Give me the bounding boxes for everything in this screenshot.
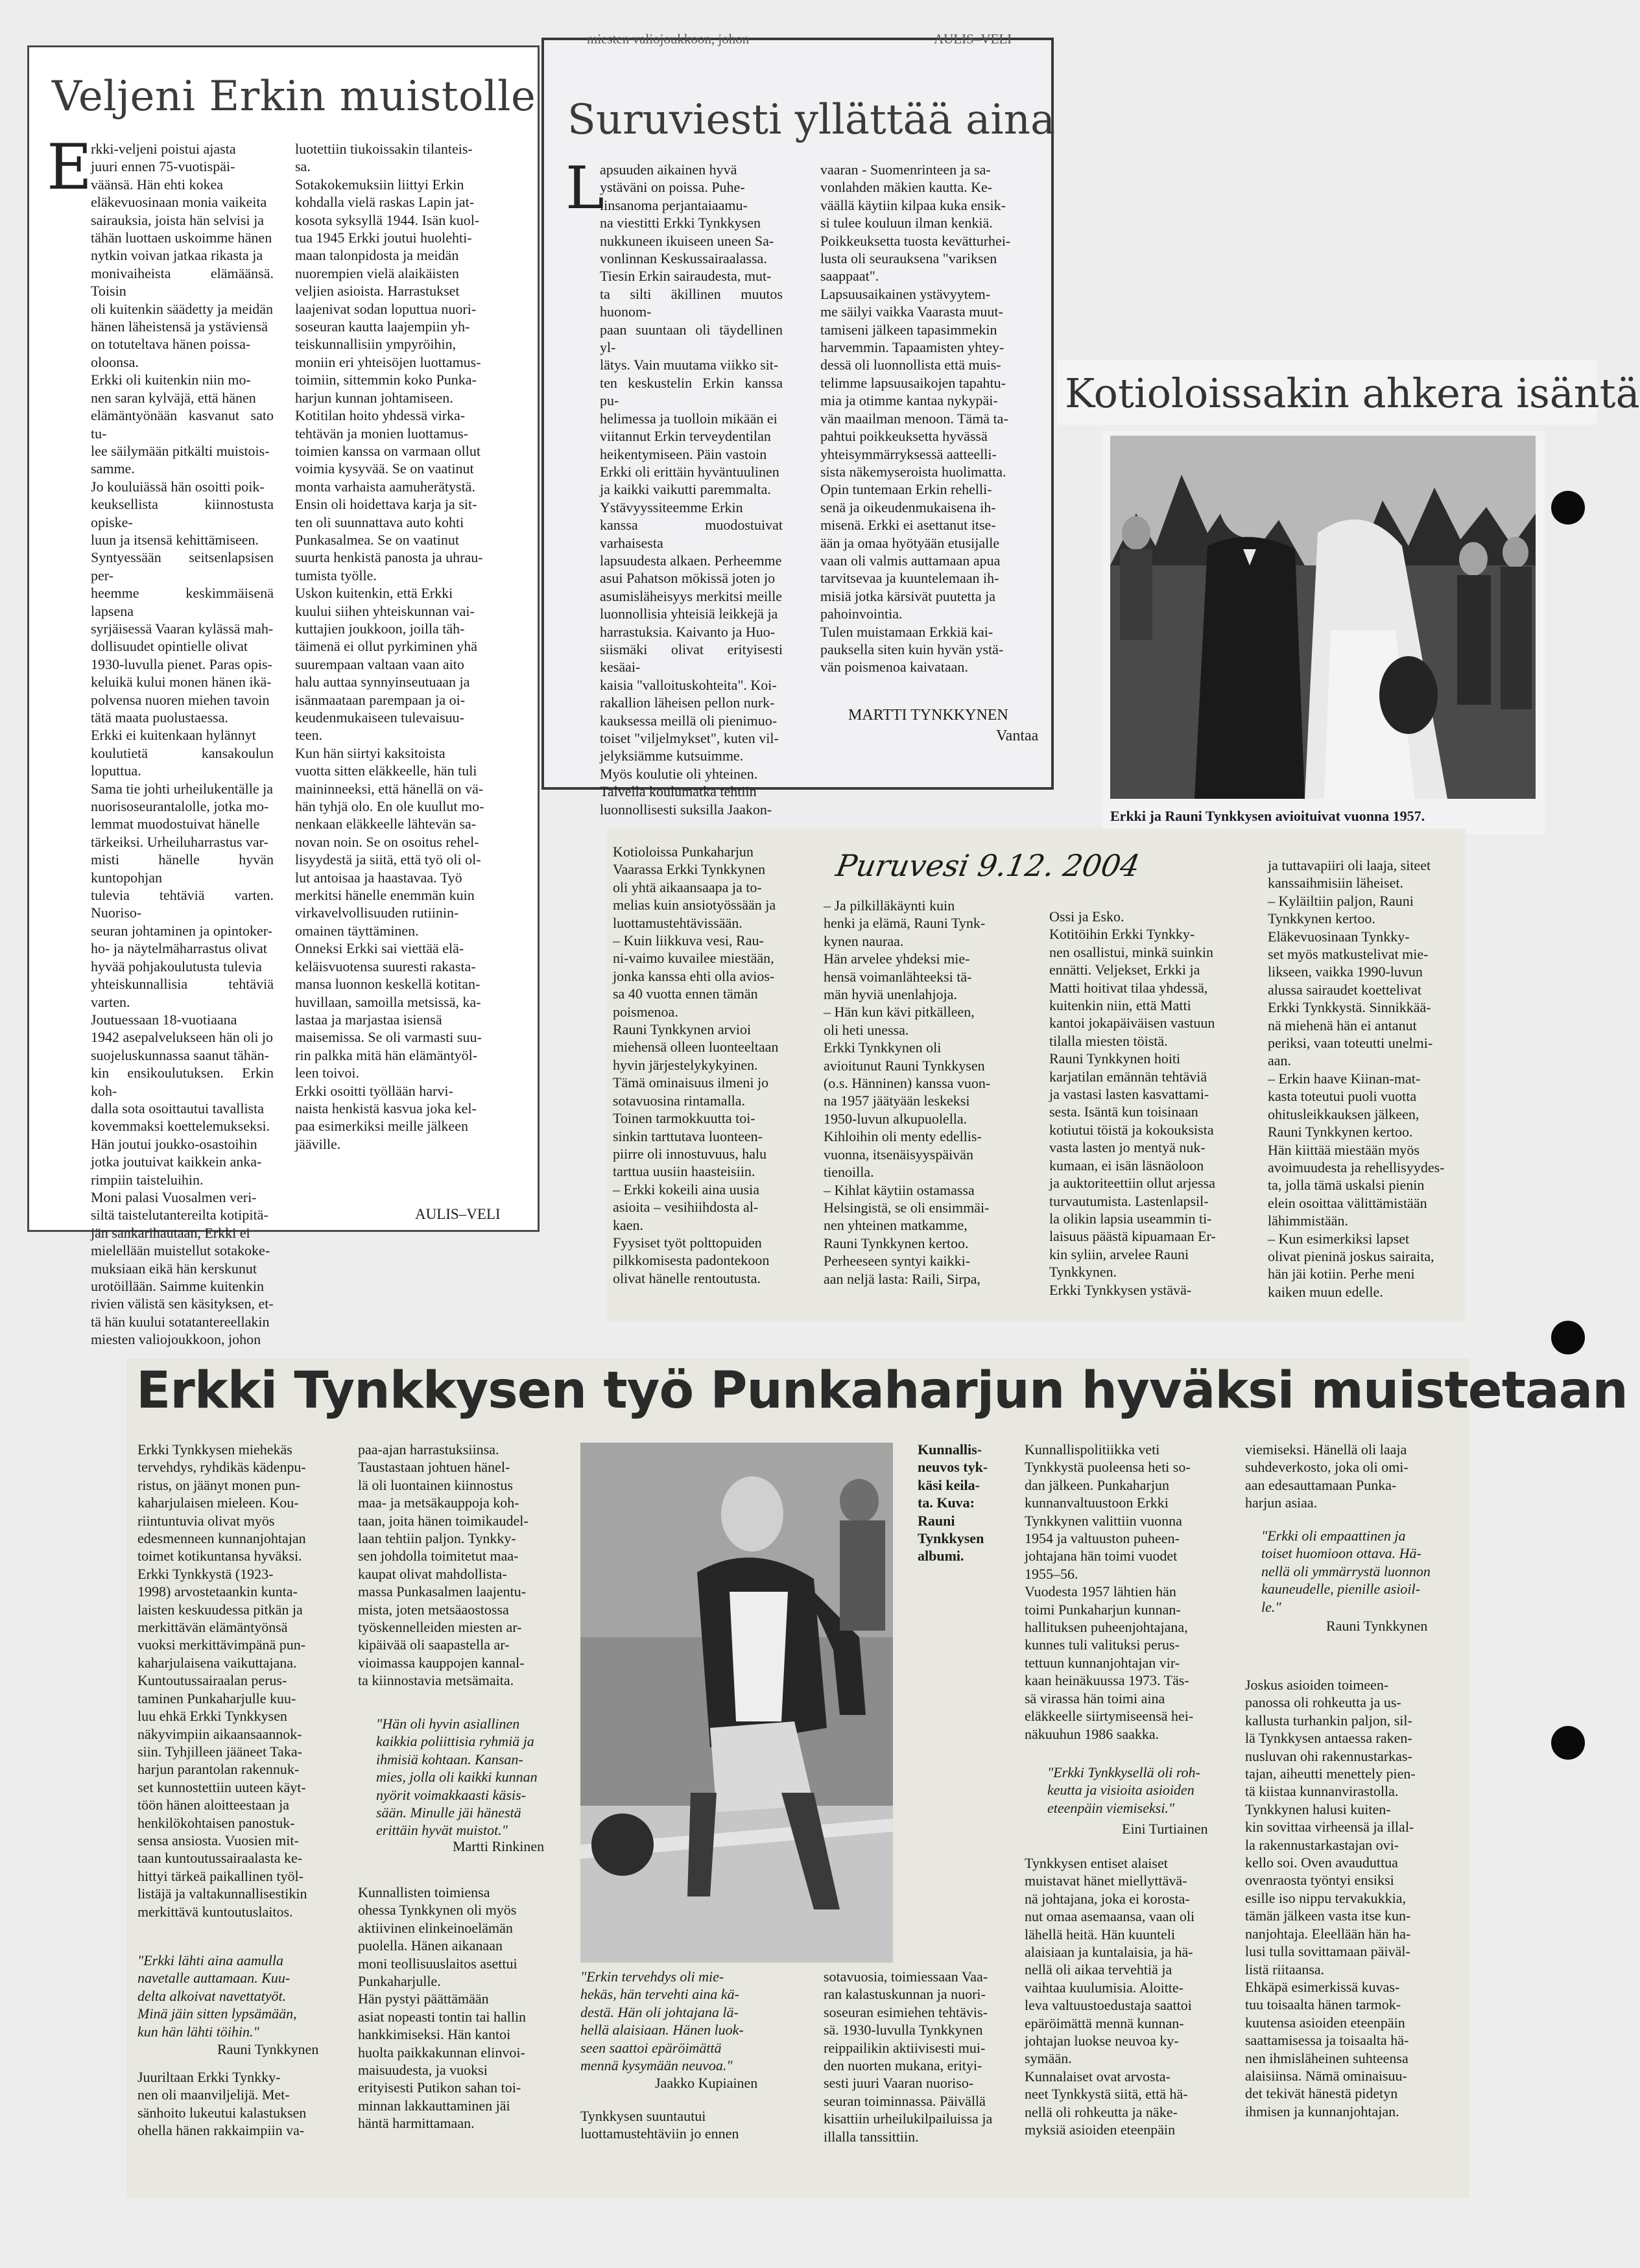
- tyo-column-5: viemiseksi. Hänellä oli laaja suhdeverkosto, joka oli omi- aan edesauttamaan Punka- harjun asiaa.: [1245, 1441, 1408, 1511]
- tyo-column-4b: Tynkkysen entiset alaiset muistavat hänet miellyttävä- nä johtajana, joka ei korosta- nut omaa asemaansa, vaan oli lähellä heitä. Hän kuunteli alaisiaan ja kuntalaisia, ja hä- nellä oli aikaa tervehtiä ja vaihtaa kuulumisia. Aloitte- leva valtuustoedustaja saattoi epäröimättä mennä kunnan- johtajan luokse neuvoa ky- symään. Kunnalaiset ovat arvosta- neet Tynkkystä siitä, että hä- nellä oli rohkeutta ja näke- myksiä asioiden eteenpäin: [1025, 1855, 1195, 2138]
- article-title-kotiolo: Kotioloissakin ahkera isäntä: [1065, 370, 1640, 417]
- tyo-quote-3: "Erkin tervehdys oli mie- hekäs, hän tervehti aina kä- destä. Hän oli johtajana lä- hellä alaisiaan. Hänen luok- seen saattoi epäröimättä mennä kysymään neuvoa.": [580, 1968, 744, 2074]
- erkin-signature: AULIS–VELI: [415, 1206, 501, 1222]
- handwritten-date: Puruvesi 9.12. 2004: [833, 848, 1143, 883]
- article-title-suruviesti: Suruviesti yllättää aina: [567, 96, 1056, 144]
- erkin-column-1: rkki-veljeni poistui ajasta juuri ennen 75-vuotispäi- väänsä. Hän ehti kokea eläkevuosinaan monia vaikeita sairauksia, joista hän selvisi ja tähän luottaen uskoimme hänen nytkin voivan jatkaa rikasta ja monivaiheista elämäänsä. Toisin oli kuitenkin säädetty ja meidän hänen läheistensä ja ystäviensä on totuteltava hänen poissa- oloonsa. Erkki oli kuitenkin niin mo- nen saran kylväjä, että hänen elämäntyönään kasvanut sato tu- lee säilymään pitkälti muistois- samme. Jo kouluiässä hän osoitti poik- keuksellista kiinnostusta opiske- luun ja itsensä kehittämiseen. Syntyessään seitsenlapsisen per- heemme keskimmäisenä lapsena syrjäisessä Vaaran kylässä mah- dollisuudet opintielle olivat 1930-luvulla pienet. Paras opis- keluikä kului monen hänen ikä- polvensa nuoren miehen tavoin tätä maata puolustaessa. Erkki ei kuitenkaan hylännyt koulutietä kansakoulun loputtua. Sama tie johti urheilukentälle ja nuorisoseurantalolle, jotka mo- lemmat muodostuivat hänelle tärkeiksi. Urheiluharrastus var- misti hänelle hyvän kuntopohjan tulevia tehtäviä varten. Nuoriso- seuran johtaminen ja opintoker- ho- ja näytelmäharrastus olivat hyvää pohjakoulutusta tulevia yhteiskunnallisia tehtäviä varten. Joutuessaan 18-vuotiaana 1942 asepalvelukseen hän oli jo suojeluskunnassa saanut tähän- kin ensikoulutuksen. Erkin koh- dalla sota osoittautui tavallista kovemmaksi koettelemukseksi. Hän joutui joukko-osastoihin jotka joutuivat kaikkein anka- rimpiin taisteluihin. Moni palasi Vuosalmen veri- siltä taistelutantereilta kotipitä- jän sankarihautaan, Erkki ei mielellään muistellut sotakoke- muksiaan eikä hän kerskunut urotöillään. Saimme kuitenkin rivien välistä sen käsityksen, et- tä hän kuului sotatantereellakin miesten valiojoukkoon, johon: [91, 141, 274, 1348]
- tyo-quote-1: "Erkki lähti aina aamulla navetalle auttamaan. Kuu- delta alkoivat navettatyöt. Minä jäin sitten lypsämään, kun hän lähti töihin.": [137, 1952, 297, 2040]
- wedding-photo-image: [1110, 436, 1536, 799]
- tyo-column-4: Kunnallispolitiikka veti Tynkkystä puoleensa heti so- dan jälkeen. Punkaharjun kunnanvaltuustoon Erkki Tynkkynen valittiin vuonna 1954 ja valtuuston puheen- johtajana hän toimi vuodet 1955–56. Vuodesta 1957 lähtien hän toimi Punkaharjun kunnan- hallituksen puheenjohtajana, kunnes tuli valituksi perus- tettuun kunnanjohtajan vir- kaan heinäkuussa 1973. Täs- sä virassa hän toimi aina eläkkeelle siirtymiseensä hei- näkuuhun 1986 saakka.: [1025, 1441, 1194, 1742]
- kotiolo-column-2: – Ja pilkilläkäynti kuin henki ja elämä, Rauni Tynk- kynen nauraa. Hän arvelee yhdeksi mie- hensä voimanlähteeksi tä- män hyviä unenlahjoja. – Hän kun kävi pitkälleen, oli heti unessa. Erkki Tynkkynen oli avioitunut Rauni Tynkkysen (o.s. Hänninen) kanssa vuon- na 1957 jäätyään leskeksi 1950-luvun alkupuolella. Kihloihin oli menty edellis- vuonna, itsenäisyyspäivän tienoilla. – Kihlat käytiin ostamassa Helsingistä, se oli ensimmäi- nen yhteinen matkamme, Rauni Tynkkynen kertoo. Perheeseen syntyi kaikki- aan neljä lasta: Raili, Sirpa,: [824, 897, 991, 1287]
- bowling-photo-caption: Kunnallis- neuvos tyk- käsi keila- ta. Kuva: Rauni Tynkkysen albumi.: [918, 1441, 988, 1565]
- tyo-quote-4-signature: Eini Turtiainen: [1122, 1821, 1208, 1837]
- kotiolo-column-3: Ossi ja Esko. Kotitöihin Erkki Tynkky- nen osallistui, minkä suinkin ennätti. Veljekset, Erkki ja Matti hoitivat tilaa yhdessä, kuitenkin niin, että Matti kantoi jokapäiväisen vastuun tilalla miesten töistä. Rauni Tynkkynen hoiti karjatilan emännän tehtäviä ja vastasi lasten kasvattami- sesta. Isäntä kun toisinaan kotiutui töistä ja kokouksista vasta lasten jo mentyä nuk- kumaan, ei isän läsnäoloon ja auktoriteettiin ollut arjessa turvautumista. Lastenlapsil- la olikin lapsia useammin ti- laisuus päästä kipuamaan Er- kin syliin, arvelee Rauni Tynkkynen. Erkki Tynkkysen ystävä-: [1049, 908, 1216, 1298]
- suruviesti-topsig: AULIS–VELI: [934, 31, 1012, 47]
- tyo-column-3a: Tynkkysen suuntautui luottamustehtäviin jo ennen: [580, 2108, 739, 2142]
- tyo-quote-5: "Erkki oli empaattinen ja toiset huomioon ottava. Hä- nellä oli ymmärrystä luonnon kauneudelle, pienille asioil- le.": [1261, 1528, 1431, 1615]
- suruviesti-place: Vantaa: [996, 727, 1039, 744]
- punch-hole-1: [1551, 491, 1585, 525]
- dropcap-l: L: [565, 154, 604, 222]
- tyo-column-3b: sotavuosia, toimiessaan Vaa- ran kalastuskunnan ja nuori- soseuran esimiehen tehtävis- sä. 1930-luvulla Tynkkynen reippailikin aktiivisesti mui- den nuorten mukana, erityi- sesti juuri Vaaran nuoriso- seuran toiminnassa. Päivällä kisattiin urheilukilpailuissa ja illalla tanssittiin.: [824, 1968, 993, 2145]
- suruviesti-column-1: apsuuden aikainen hyvä ystäväni on poissa. Puhe- linsanoma perjantaiaamu- na viestitti Erkki Tynkkysen nukkuneen ikuiseen uneen Sa- vonlinnan Keskussairaalassa. Tiesin Erkin sairaudesta, mut- ta silti äkillinen muutos huonom- paan suuntaan oli täydellinen yl- lätys. Vain muutama viikko sit- ten keskustelin Erkin kanssa pu- helimessa ja tuolloin mikään ei viitannut Erkin terveydentilan heikentymiseen. Päin vastoin Erkki oli erittäin hyväntuulinen ja kaikki vaikutti paremmalta. Ystävyyssiteemme Erkin kanssa muodostuivat varhaisesta lapsuudesta alkaen. Perheemme asui Pahatson mökissä joten jo asumisläheisyys merkitsi meille luonnollisia yhteisiä leikkejä ja harrastuksia. Kaivanto ja Huo- siismäki olivat erityisesti kesäai- kaisia "valloituskohteita". Koi- rakallion läheisen pellon nurk- kauksessa meillä oli pienimuo- toiset "viljelmykset", kuten vil- jelyksiämme kutsuimme. Myös koulutie oli yhteinen. Talvella koulumatka tehtiin luonnollisesti suksilla Jaakon-: [600, 161, 783, 818]
- tyo-column-1b: Juuriltaan Erkki Tynkky- nen oli maanviljelijä. Met- sänhoito lukeutui kalastuksen ohella hänen rakkaimpiin va-: [137, 2069, 307, 2139]
- punch-hole-2: [1551, 1321, 1585, 1354]
- erkin-column-2: luotettiin tiukoissakin tilanteis- sa. Sotakokemuksiin liittyi Erkin kohdalla vielä raskas Lapin jat- kosota syksyllä 1944. Isän kuol- tua 1945 Erkki joutui huolehti- maan talonpidosta ja meidän nuorempien vielä alaikäisten veljien asioista. Harrastukset laajenivat sodan loputtua nuori- soseuran kautta laajempiin yh- teiskunnallisiin ympyröihin, moniin eri yhteisöjen luottamus- toimiin, sittemmin koko Punka- harjun kunnan johtamiseen. Kotitilan hoito yhdessä virka- tehtävän ja monien luottamus- toimien kanssa on varmaan ollut voimia kysyvää. Se on vaatinut monta varhaista aamuherätystä. Ensin oli hoidettava karja ja sit- ten oli suunnattava auto kohti Punkasalmea. Se on vaatinut suurta henkistä panosta ja uhrau- tumista työlle. Uskon kuitenkin, että Erkki kuului siihen yhteiskunnan vai- kuttajien joukkoon, joilla täh- täimenä ei ollut pyrkiminen yhä suurempaan valtaan vaan aito halu auttaa synnyinseutuaan ja isänmaataan parempaan ja oi- keudenmukaiseen tulevaisuu- teen. Kun hän siirtyi kaksitoista vuotta sitten eläkkeelle, hän tuli maininneeksi, että hänellä on vä- hän tyhjä olo. En ole kuullut mo- nenkaan eläkkeelle lähtevän sa- novan noin. Se on osoitus rehel- lisyydestä ja siitä, että työ oli ol- lut antoisaa ja haastavaa. Työ merkitsi hänelle enemmän kuin virkavelvollisuuden rutiinin- omainen täyttäminen. Onneksi Erkki sai viettää elä- keläisvuotensa suuresti rakasta- mansa luonnon keskellä kotitan- huvillaan, samoilla metsissä, ka- lastaa ja marjastaa isiensä maisemissa. Se oli varmasti suu- rin palkka mitä hän elämäntyöl- leen toivoi. Erkki osoitti työllään harvi- naista henkistä kasvua joka kel- paa esimerkiksi meille jälkeen jääville.: [295, 141, 484, 1152]
- tyo-column-1: Erkki Tynkkysen miehekäs tervehdys, ryhdikäs kädenpu- ristus, on jäänyt monen pun- kaharjulaisen mieleen. Kou- riintuntuvia olivat myös edesmenneen kunnanjohtajan toimet kotikuntansa hyväksi. Erkki Tynkkystä (1923- 1998) arvostetaankin kunta- laisten keskuudessa pitkän ja merkittävän elämäntyönsä vuoksi merkittävimpänä pun- kaharjulaisena vaikuttajana. Kuntoutussairaalan perus- taminen Punkaharjulle kuu- luu ehkä Erkki Tynkkysen näkyvimpiin aikaansaannok- siin. Tyhjilleen jääneet Taka- harjun parantolan rakennuk- set kunnostettiin uuteen käyt- töön hänen aloitteestaan ja henkilökohtaisen panostuk- sensa ansiosta. Vuosien mit- taan kuntoutussairaalasta ke- hittyi tärkeä paikallinen työl- listäjä ja valtakunnallisestikin merkittävä kuntoutuslaitos.: [137, 1441, 307, 1920]
- tyo-column-2b: Kunnallisten toimiensa ohessa Tynkkynen oli myös aktiivinen elinkeinoelämän puolella. Hänen aikanaan moni teollisuuslaitos asettui Punkaharjulle. Hän pystyi päättämään asiat nopeasti tontin tai hallin hankkimiseksi. Hän kantoi huolta paikkakunnan elinvoi- maisuudesta, ja vuoksi erityisesti Putikon sahan toi- minnan lakkauttaminen jäi häntä harmittamaan.: [358, 1884, 527, 2132]
- kotiolo-column-4: ja tuttavapiiri oli laaja, siteet kanssaihmisiin läheiset. – Kyläiltiin paljon, Rauni Tynkkynen kertoo. Eläkevuosinaan Tynkky- set myös matkustelivat mie- likseen, vaikka 1990-luvun alussa sairaudet koettelivat Erkki Tynkkystä. Sinnikkää- nä miehenä hän ei antanut periksi, vaan toteutti unelmi- aan. – Erkin haave Kiinan-mat- kasta toteutui puoli vuotta ohitusleikkauksen jälkeen, Rauni Tynkkynen kertoo. Hän kiittää miestään myös avoimuudesta ja rehellisyydes- ta, jolla tämä uskalsi pienin elein osoittaa välittämistään lähimmistään. – Kun esimerkiksi lapset olivat pieninä joskus sairaita, hän jäi kotiin. Perhe meni kaiken muun edelle.: [1268, 857, 1445, 1300]
- wedding-photo-caption: Erkki ja Rauni Tynkkysen avioituivat vuonna 1957.: [1110, 808, 1425, 824]
- tyo-column-2: paa-ajan harrastuksiinsa. Taustastaan johtuen hänel- lä oli luontainen kiinnostus maa- ja metsäkauppoja koh- taan, joita hänen toimikaudel- laan tehtiin paljon. Tynkky- sen johdolla toimitetut maa- kaupat olivat mahdollista- massa Punkasalmen laajentu- mista, joten metsäaostossa työskennelleiden miesten ar- kipäivää oli saapastella ar- vioimassa kauppojen kannal- ta kiinnostavia metsämaita.: [358, 1441, 529, 1689]
- tyo-quote-2-signature: Martti Rinkinen: [453, 1838, 545, 1854]
- article-title-tyo: Erkki Tynkkysen työ Punkaharjun hyväksi muistetaan: [136, 1362, 1628, 1420]
- suruviesti-column-2: vaaran - Suomenrinteen ja sa- vonlahden mäkien kautta. Ke- väällä käytiin kilpaa kuka ensik- si tulee kouluun ilman kenkiä. Poikkeuksetta tuosta kevätturhei- lusta oli seurauksena "variksen saappaat". Lapsuusaikainen ystävyytem- me säilyi vaikka Vaarasta muut- tamiseni jälkeen tapasimmekin harvemmin. Tapaamisten yhtey- dessä oli luonnollista että muis- telimme lapsuusaikojen tapahtu- mia ja otimme kantaa nykypäi- vän maailman menoon. Tämä ta- pahtui poikkeuksetta hyvässä yhteisymmärryksessä aatteelli- sista näkemyseroista huolimatta. Opin tuntemaan Erkin rehelli- senä ja oikeudenmukaisena ih- misenä. Erkki ei asettanut itse- ään ja omaa hyötyään etusijalle vaan oli valmis auttamaan apua tarvitsevaa ja kuuntelemaan ih- misiä jotka kärsivät puutetta ja pahoinvointia. Tulen muistamaan Erkkiä kai- pauksella siten kuin hyvän ystä- vän poismenoa kaivataan.: [820, 161, 1011, 676]
- wedding-photo: [1110, 436, 1536, 799]
- tyo-quote-5-signature: Rauni Tynkkynen: [1326, 1618, 1428, 1634]
- tyo-quote-4: "Erkki Tynkkysellä oli roh- keutta ja visioita asioiden eteenpäin viemiseksi.": [1047, 1764, 1200, 1816]
- punch-hole-3: [1551, 1726, 1585, 1760]
- dropcap-e: E: [47, 131, 93, 204]
- tyo-column-5b: Joskus asioiden toimeen- panossa oli rohkeutta ja us- kallusta turhankin paljon, sil- lä Tynkkysen antaessa raken- nusluvan ohi rakennustarkas- tajan, aiheutti menettely pien- tä kiistaa kunnanvirastolla. Tynkkynen halusi kuiten- kin sovittaa virheensä ja illal- la rakennustarkastajan ovi- kello soi. Oven avauduttua ovenraosta työntyi ensiksi esille iso nippu tervakukkia, tämän jälkeen vasta itse kun- nanjohtaja. Eleellään hän ha- lusi tulla sovittamaan päiväl- listä riitaansa. Ehkäpä esimerkissä kuvas- tuu toisaalta hänen tarmok- kuutensa asioiden eteenpäin saattamisessa ja toisaalta hä- nen ihmisläheinen suhteensa alaisiinsa. Nämä ominaisuu- det tekivät hänestä pidetyn ihmisen ja kunnanjohtajan.: [1245, 1677, 1416, 2120]
- tyo-quote-3-signature: Jaakko Kupiainen: [655, 2075, 758, 2091]
- suruviesti-signature: MARTTI TYNKKYNEN: [848, 707, 1008, 724]
- bowling-photo-image: [580, 1443, 893, 1963]
- bowling-photo: [580, 1443, 893, 1963]
- tyo-quote-2: "Hän oli hyvin asiallinen kaikkia poliittisia ryhmiä ja ihmisiä kohtaan. Kansan- mies, jolla oli kaikki kunnan nyörit voimakkaasti käsis- sään. Minulle jäi hänestä erittäin hyvät muistot.": [376, 1716, 538, 1839]
- suruviesti-topline: miesten valiojoukkoon, johon: [587, 31, 750, 47]
- tyo-quote-1-signature: Rauni Tynkkynen: [217, 2041, 319, 2057]
- kotiolo-column-1: Kotioloissa Punkaharjun Vaarassa Erkki Tynkkynen oli yhtä aikaansaapa ja to- melias kuin ansiotyössään ja luottamustehtävissään. – Kuin liikkuva vesi, Rau- ni-vaimo kuvailee miestään, jonka kanssa ehti olla avios- sa 40 vuotta ennen tämän poismenoa. Rauni Tynkkynen arvioi miehensä olleen luonteeltaan hyvin järjestelykykyinen. Tämä ominaisuus ilmeni jo sotavuosina rintamalla. Toinen tarmokkuutta toi- sinkin tarttutava luonteen- piirre oli innostuvuus, halu tarttua uusiin haasteisiin. – Erkki kokeili aina uusia asioita – vesihiihdosta al- kaen. Fyysiset työt polttopuiden pilkkomisesta padontekoon olivat hänelle rentoutusta.: [613, 844, 779, 1286]
- article-title-erkin: Veljeni Erkin muistolle: [52, 73, 536, 121]
